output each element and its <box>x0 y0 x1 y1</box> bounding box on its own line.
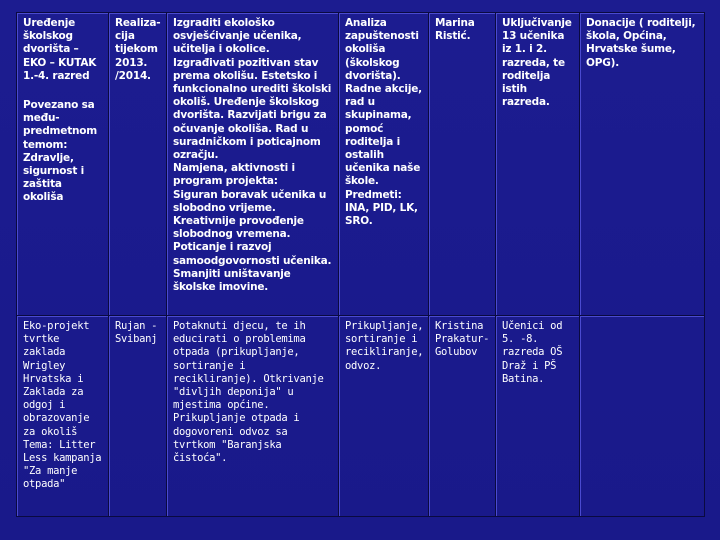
goals-cell <box>167 316 339 517</box>
participants-cell: Učenici od 5. -8. razreda OŠ Draž i PŠ Batina. <box>496 316 580 517</box>
lead-cell: Marina Ristić. <box>429 13 496 316</box>
goals-cell <box>167 13 339 316</box>
activities-cell <box>339 316 429 517</box>
activities-text: Prikupljanje, sortiranje i recikliranje, odvoz. <box>345 320 424 372</box>
funding-cell <box>580 316 705 517</box>
activities-cell <box>339 13 429 316</box>
project-table <box>16 12 705 517</box>
activities-text: Analiza zapuštenosti okoliša (školskog dvorišta). Radne akcije, rad u skupinama, pomoć roditelja i ostalih učenika naše škole. <box>345 17 422 188</box>
realization-cell: Realiza-cija tijekom 2013. /2014. <box>109 13 167 316</box>
project-cell <box>17 13 109 316</box>
goals-text: Potaknuti djecu, te ih educirati o problemima otpada (prikupljanje, sortiranje i recikliranje). Otkrivanje "divljih deponija" u mjestima općine. Prikupljanje otpada i dogovoreni odvoz sa tvrtkom "Baranjska čistoća". <box>173 320 324 465</box>
project-cell <box>17 316 109 517</box>
realization-cell: Rujan - Svibanj <box>109 316 167 517</box>
lead-cell: Kristina Prakatur-Golubov <box>429 316 496 517</box>
table-row <box>17 13 705 316</box>
table-row <box>17 316 705 517</box>
goals-text: Siguran boravak učenika u slobodno vrijeme. Kreativnije provođenje slobodnog vremena. Poticanje i razvoj samoodgovornosti učenika. Smanjiti uništavanje školske imovine. <box>173 188 332 294</box>
goals-heading: Namjena, aktivnosti i program projekta: <box>173 162 295 188</box>
participants-cell: Uključivanje 13 učenika iz 1. i 2. razreda, te roditelja istih razreda. <box>496 13 580 316</box>
project-title: Uređenje školskog dvorišta – EKO – KUTAK 1.-4. razred <box>23 17 97 82</box>
goals-text: Izgraditi ekološko osvješćivanje učenika, učitelja i okolice. Izgrađivati pozitivan stav prema okolišu. Estetsko i funkcionalno urediti školski okoliš. Uređenje školskog dvorišta. Razvijati brigu za očuvanje okoliša. Rad u suradničkom i poticajnom ozračju. <box>173 17 332 162</box>
activities-subjects: Predmeti: INA, PID, LK, SRO. <box>345 188 418 228</box>
funding-cell: Donacije ( roditelji, škola, Općina, Hrvatske šume, OPG). <box>580 13 705 316</box>
project-title: Eko-projekt tvrtke zaklada Wrigley Hrvatska i Zaklada za odgoj i obrazovanje za okoliš Tema: Litter Less kampanja "Za manje otpada" <box>23 320 102 491</box>
project-link: Povezano sa među-predmetnom temom: Zdravlje, sigurnost i zaštita okoliša <box>23 99 98 204</box>
